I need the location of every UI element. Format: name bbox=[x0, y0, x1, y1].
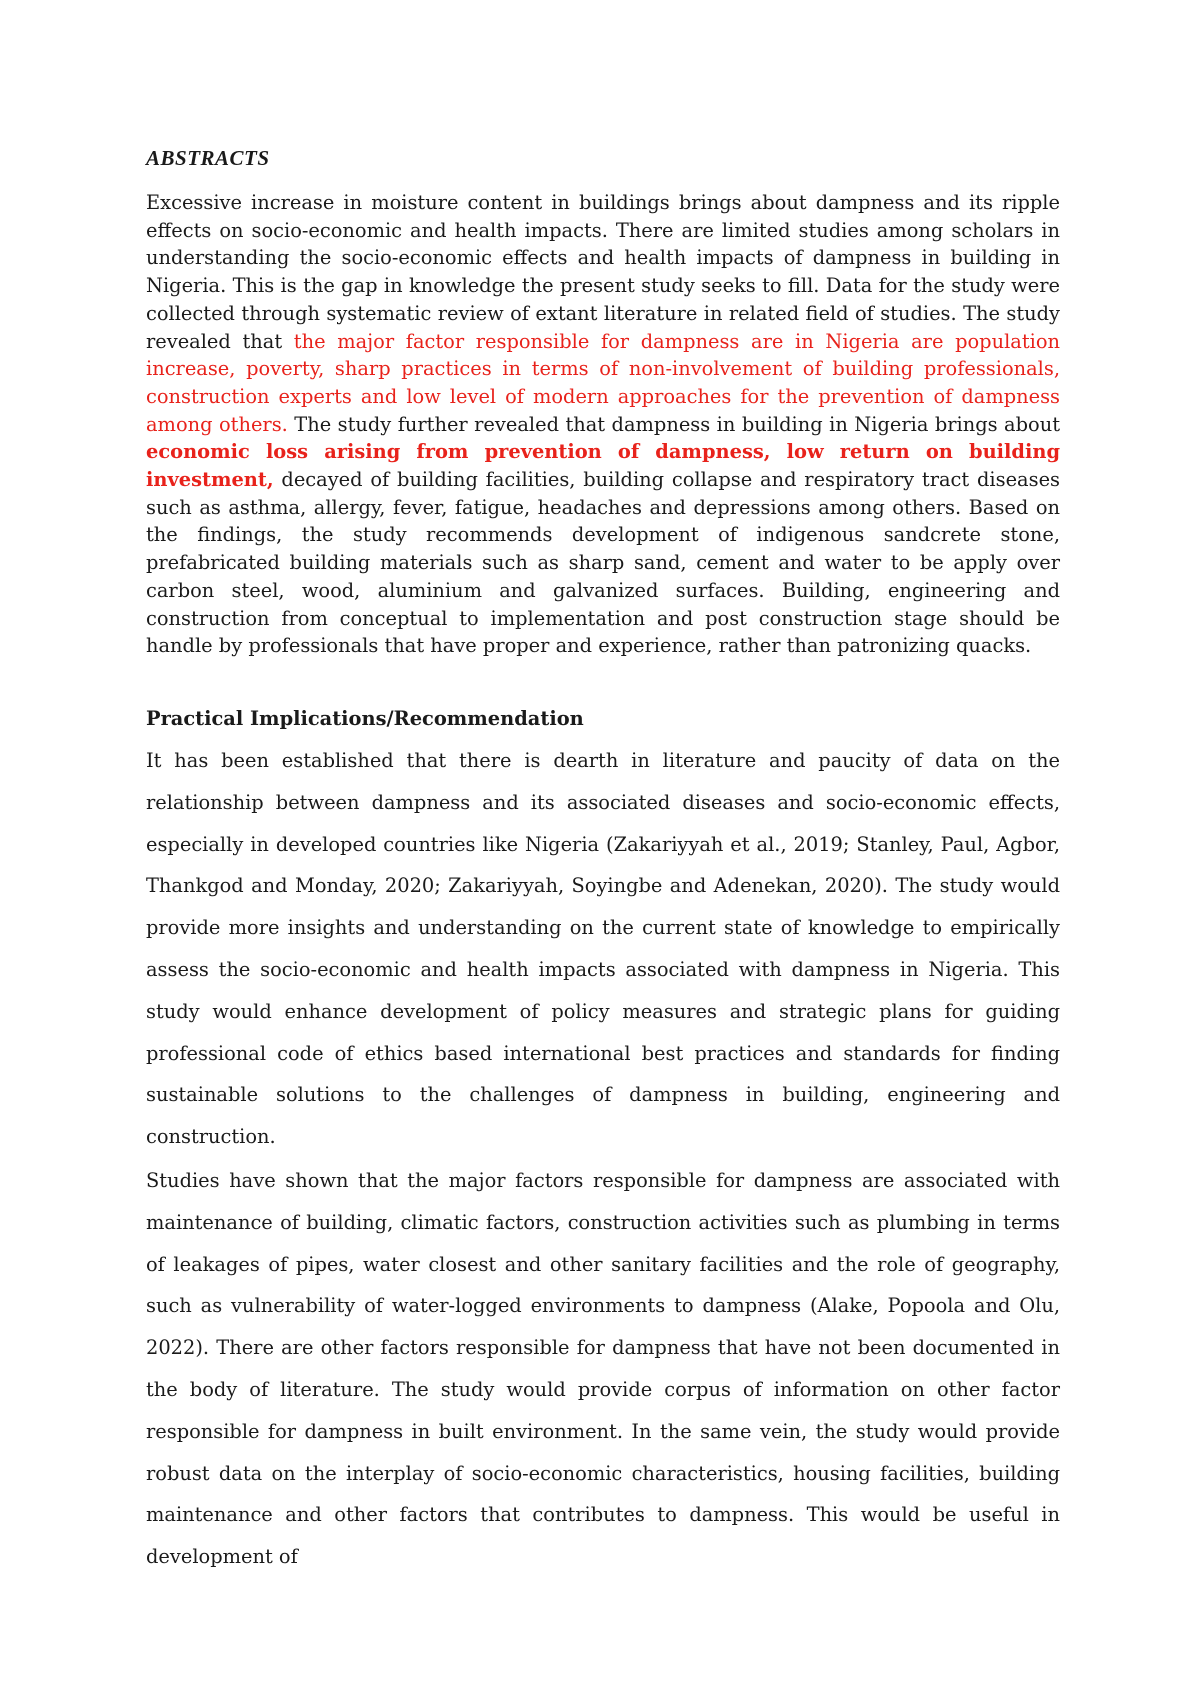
abstract-highlight-red: the major factor responsible for dampness are in Nigeria are population increase, poverty, sharp practices in terms of non-involvement of building professionals, construction experts and low level of modern approaches for the prevention of dampness among others. bbox=[146, 329, 1060, 436]
abstract-highlight-red-bold: economic loss arising from prevention of dampness, low return on building investment, bbox=[146, 440, 1060, 492]
abstract-text-2: The study further revealed that dampness in building in Nigeria brings about bbox=[287, 412, 1060, 436]
abstract-text-1: Excessive increase in moisture content in buildings brings about dampness and its ripple effects on socio-economic and health impacts. There are limited studies among scholars in understanding the socio-economic effects and health impacts of dampness in building in Nigeria. This is the gap in knowledge the present study seeks to fill. Data for the study were collected through systematic review of extant literature in related field of studies. The study revealed that bbox=[146, 191, 1060, 353]
implications-paragraph-2: Studies have shown that the major factors responsible for dampness are associated with maintenance of building, climatic factors, construction activities such as plumbing in terms of leakages of pipes, water closest and other sanitary facilities and the role of geography, such as vulnerability of water-logged environments to dampness (Alake, Popoola and Olu, 2022). There are other factors responsible for dampness that have not been documented in the body of literature. The study would provide corpus of information on other factor responsible for dampness in built environment. In the same vein, the study would provide robust data on the interplay of socio-economic characteristics, housing facilities, building maintenance and other factors that contributes to dampness. This would be useful in development of bbox=[146, 1169, 1060, 1569]
abstract-paragraph bbox=[146, 189, 1060, 660]
implications-paragraph-1: It has been established that there is dearth in literature and paucity of data on the relationship between dampness and its associated diseases and socio-economic effects, especially in developed countries like Nigeria (Zakariyyah et al., 2019; Stanley, Paul, Agbor, Thankgod and Monday, 2020; Zakariyyah, Soyingbe and Adenekan, 2020). The study would provide more insights and understanding on the current state of knowledge to empirically assess the socio-economic and health impacts associated with dampness in Nigeria. This study would enhance development of policy measures and strategic plans for guiding professional code of ethics based international best practices and standards for finding sustainable solutions to the challenges of dampness in building, engineering and construction. bbox=[146, 749, 1060, 1149]
abstract-text-3: decayed of building facilities, building collapse and respiratory tract diseases such as asthma, allergy, fever, fatigue, headaches and depressions among others. Based on the findings, the study recommends development of indigenous sandcrete stone, prefabricated building materials such as sharp sand, cement and water to be apply over carbon steel, wood, aluminium and galvanized surfaces. Building, engineering and construction from conceptual to implementation and post construction stage should be handle by professionals that have proper and experience, rather than patronizing quacks. bbox=[146, 468, 1060, 658]
implications-heading: Practical Implications/Recommendation bbox=[146, 707, 584, 730]
abstracts-heading: ABSTRACTS bbox=[146, 146, 270, 170]
